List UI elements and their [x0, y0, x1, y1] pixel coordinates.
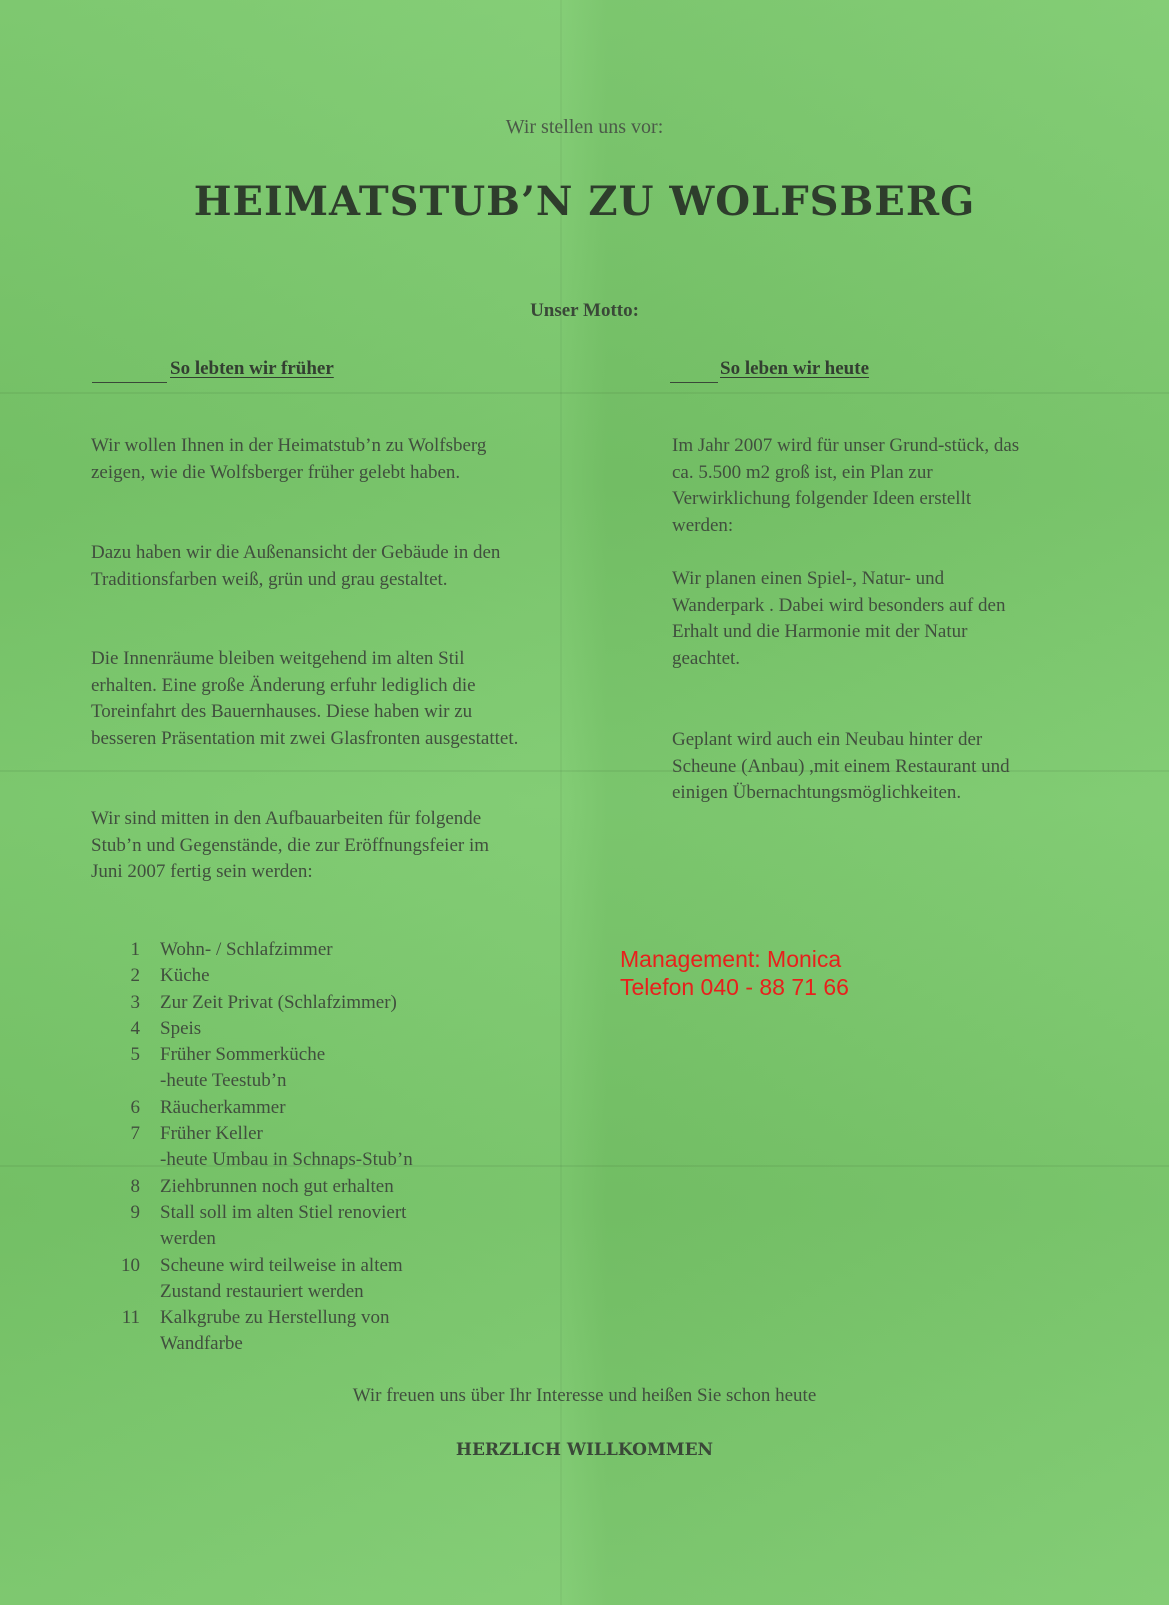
list-item [100, 1174, 500, 1200]
list-item-number: 3 [130, 991, 140, 1013]
management-name: Management: Monica [620, 946, 842, 972]
welcome-text: HERZLICH WILLKOMMEN [455, 1440, 714, 1460]
list-item [100, 1200, 500, 1253]
list-item-number: 6 [130, 1096, 140, 1118]
list-item-text: Zur Zeit Privat (Schlafzimmer) [160, 991, 397, 1013]
room-list [100, 937, 500, 1358]
list-item-text: Scheune wird teilweise in altem [160, 1254, 403, 1276]
list-item-number: 5 [130, 1044, 140, 1066]
list-item [100, 990, 500, 1016]
list-item-number: 7 [130, 1123, 140, 1145]
management-block [620, 945, 849, 1001]
closing-text: Wir freuen uns über Ihr Interesse und heißen Sie schon heute [352, 1385, 817, 1406]
list-item-number: 4 [130, 1017, 140, 1039]
list-item-number: 2 [130, 965, 140, 987]
list-item-text: Früher Keller [160, 1123, 263, 1145]
right-paragraph: Im Jahr 2007 wird für unser Grund-stück, das ca. 5.500 m2 groß ist, ein Plan zur Verwirklichung folgender Ideen erstellt werden: [672, 435, 1020, 536]
list-item [100, 1305, 500, 1358]
intro-text: Wir stellen uns vor: [505, 116, 664, 138]
right-paragraph: Geplant wird auch ein Neubau hinter der Scheune (Anbau) ,mit einem Restaurant und einigen Übernachtungsmöglichkeiten. [672, 729, 1010, 803]
list-item-text: Früher Sommerküche [160, 1044, 326, 1066]
list-item-number: 10 [121, 1254, 140, 1276]
list-item-number: 11 [121, 1307, 140, 1329]
left-column-heading: So lebten wir früher [170, 358, 334, 379]
list-item [100, 963, 500, 989]
list-item-subtext: werden [160, 1228, 216, 1250]
list-item [100, 1253, 500, 1306]
list-item [100, 1016, 500, 1042]
left-paragraph: Die Innenräume bleiben weitgehend im alten Stil erhalten. Eine große Änderung erfuhr lediglich die Toreinfahrt des Bauernhauses. Diese haben wir zu besseren Präsentation mit zwei Glasfronten ausgestattet. [91, 648, 519, 749]
paper-fold [560, 0, 562, 1605]
heading-rule-right [670, 382, 718, 383]
phone-number: Telefon 040 - 88 71 66 [620, 974, 849, 1000]
list-item-number: 1 [130, 939, 140, 960]
list-item-subtext: -heute Umbau in Schnaps-Stub’n [160, 1149, 413, 1171]
list-item-text: Kalkgrube zu Herstellung von [160, 1307, 390, 1329]
list-item-text: Stall soll im alten Stiel renoviert [160, 1201, 407, 1223]
list-item-text: Ziehbrunnen noch gut erhalten [160, 1175, 394, 1197]
list-item-text: Küche [160, 965, 210, 987]
motto-label: Unser Motto: [530, 300, 639, 321]
paper-fold [0, 392, 1169, 394]
list-item [100, 1095, 500, 1121]
list-item [100, 1121, 500, 1174]
list-item-number: 9 [130, 1201, 140, 1223]
list-item-number: 8 [130, 1175, 140, 1197]
list-item [100, 1042, 500, 1095]
list-item-subtext: Wandfarbe [160, 1333, 243, 1355]
left-paragraph: Wir sind mitten in den Aufbauarbeiten für folgende Stub’n und Gegenstände, die zur Eröffnungsfeier im Juni 2007 fertig sein werden: [91, 808, 490, 882]
list-item [100, 937, 500, 963]
heading-rule-left [92, 382, 167, 383]
left-paragraph: Dazu haben wir die Außenansicht der Gebäude in den Traditionsfarben weiß, grün und grau gestaltet. [91, 542, 501, 590]
left-paragraph: Wir wollen Ihnen in der Heimatstub’n zu Wolfsberg zeigen, wie die Wolfsberger früher gelebt haben. [91, 435, 487, 483]
list-item-text: Speis [160, 1017, 202, 1039]
page-title: HEIMATSTUB’N ZU WOLFSBERG [193, 178, 976, 225]
list-item-text: Räucherkammer [160, 1096, 286, 1118]
list-item-subtext: -heute Teestub’n [160, 1070, 287, 1092]
right-column-heading: So leben wir heute [720, 358, 870, 379]
list-item-subtext: Zustand restauriert werden [160, 1280, 364, 1302]
right-paragraph: Wir planen einen Spiel-, Natur- und Wanderpark . Dabei wird besonders auf den Erhalt und die Harmonie mit der Natur geachtet. [672, 568, 1006, 669]
list-item-text: Wohn- / Schlafzimmer [160, 939, 333, 960]
